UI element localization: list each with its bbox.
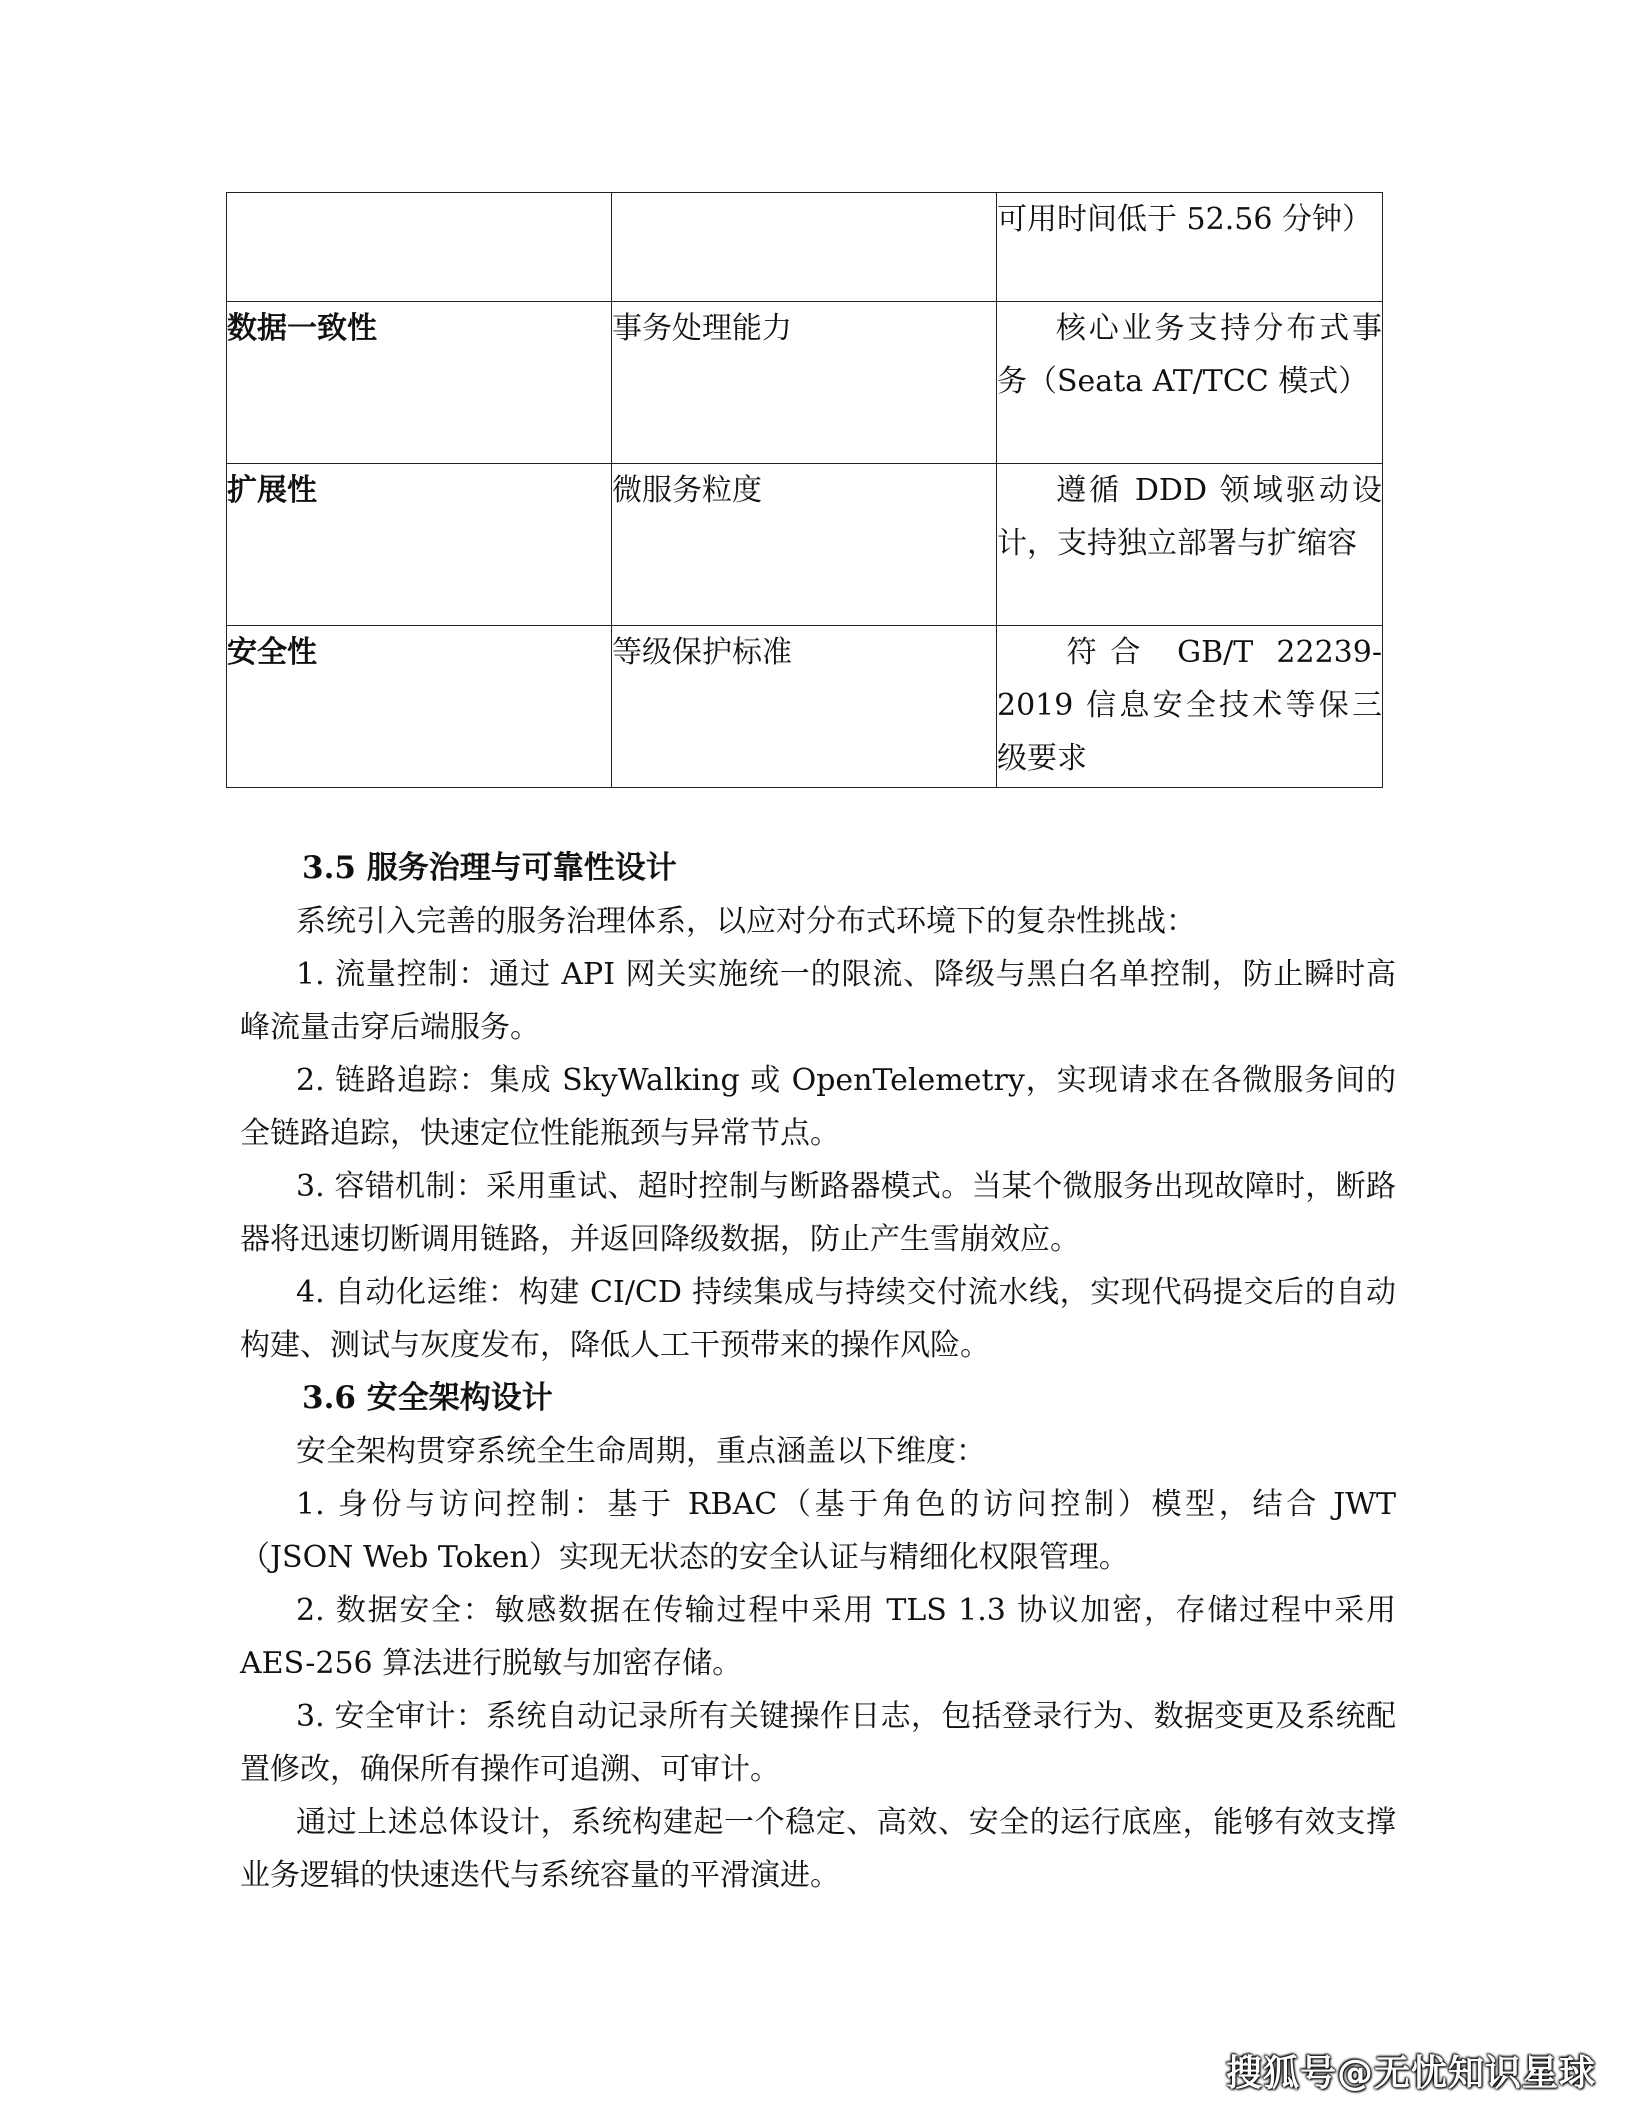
table-row xyxy=(227,464,1383,626)
table-cell-category xyxy=(227,193,612,302)
list-item: 3. 安全审计：系统自动记录所有关键操作日志，包括登录行为、数据变更及系统配置修改，确保所有操作可追溯、可审计。 xyxy=(240,1699,1396,1787)
table-row xyxy=(227,302,1383,464)
table-cell-item: 等级保护标准 xyxy=(612,626,997,788)
body-content xyxy=(240,842,1396,1902)
table-cell-description: 遵循 DDD 领域驱动设计，支持独立部署与扩缩容 xyxy=(997,473,1382,561)
list-item: 2. 数据安全：敏感数据在传输过程中采用 TLS 1.3 协议加密，存储过程中采用 AES-256 算法进行脱敏与加密存储。 xyxy=(240,1593,1396,1681)
table-row xyxy=(227,626,1383,788)
watermark: 搜狐号@无忧知识星球 xyxy=(1225,2053,1596,2094)
table-cell-item: 微服务粒度 xyxy=(612,464,997,626)
list-item: 2. 链路追踪：集成 SkyWalking 或 OpenTelemetry，实现请求在各微服务间的全链路追踪，快速定位性能瓶颈与异常节点。 xyxy=(240,1063,1396,1151)
requirements-table xyxy=(226,192,1383,788)
table-cell-description-wrap xyxy=(997,464,1383,626)
table-cell-description: 核心业务支持分布式事务（Seata AT/TCC 模式） xyxy=(997,311,1382,399)
section-intro: 系统引入完善的服务治理体系，以应对分布式环境下的复杂性挑战： xyxy=(296,904,1196,939)
table-cell-description: 可用时间低于 52.56 分钟） xyxy=(997,193,1383,302)
table-cell-category: 扩展性 xyxy=(227,464,612,626)
section-heading-3-6: 3.6 安全架构设计 xyxy=(302,1380,553,1416)
table-cell-description-wrap xyxy=(997,302,1383,464)
section-intro: 安全架构贯穿系统全生命周期，重点涵盖以下维度： xyxy=(296,1434,986,1469)
list-item: 4. 自动化运维：构建 CI/CD 持续集成与持续交付流水线，实现代码提交后的自动构建、测试与灰度发布，降低人工干预带来的操作风险。 xyxy=(240,1275,1396,1363)
list-item: 1. 流量控制：通过 API 网关实施统一的限流、降级与黑白名单控制，防止瞬时高峰流量击穿后端服务。 xyxy=(240,957,1396,1045)
table-cell-item: 事务处理能力 xyxy=(612,302,997,464)
table-row xyxy=(227,193,1383,302)
table-cell-description-wrap xyxy=(997,626,1383,788)
table-cell-category: 安全性 xyxy=(227,626,612,788)
section-heading-3-5: 3.5 服务治理与可靠性设计 xyxy=(302,850,677,886)
conclusion-paragraph: 通过上述总体设计，系统构建起一个稳定、高效、安全的运行底座，能够有效支撑业务逻辑的快速迭代与系统容量的平滑演进。 xyxy=(240,1805,1396,1893)
table-cell-item xyxy=(612,193,997,302)
table-cell-description: 符合 GB/T 22239-2019 信息安全技术等保三级要求 xyxy=(997,635,1382,776)
table-cell-category: 数据一致性 xyxy=(227,302,612,464)
list-item: 1. 身份与访问控制：基于 RBAC（基于角色的访问控制）模型，结合 JWT（JSON Web Token）实现无状态的安全认证与精细化权限管理。 xyxy=(240,1487,1396,1575)
list-item: 3. 容错机制：采用重试、超时控制与断路器模式。当某个微服务出现故障时，断路器将迅速切断调用链路，并返回降级数据，防止产生雪崩效应。 xyxy=(240,1169,1396,1257)
